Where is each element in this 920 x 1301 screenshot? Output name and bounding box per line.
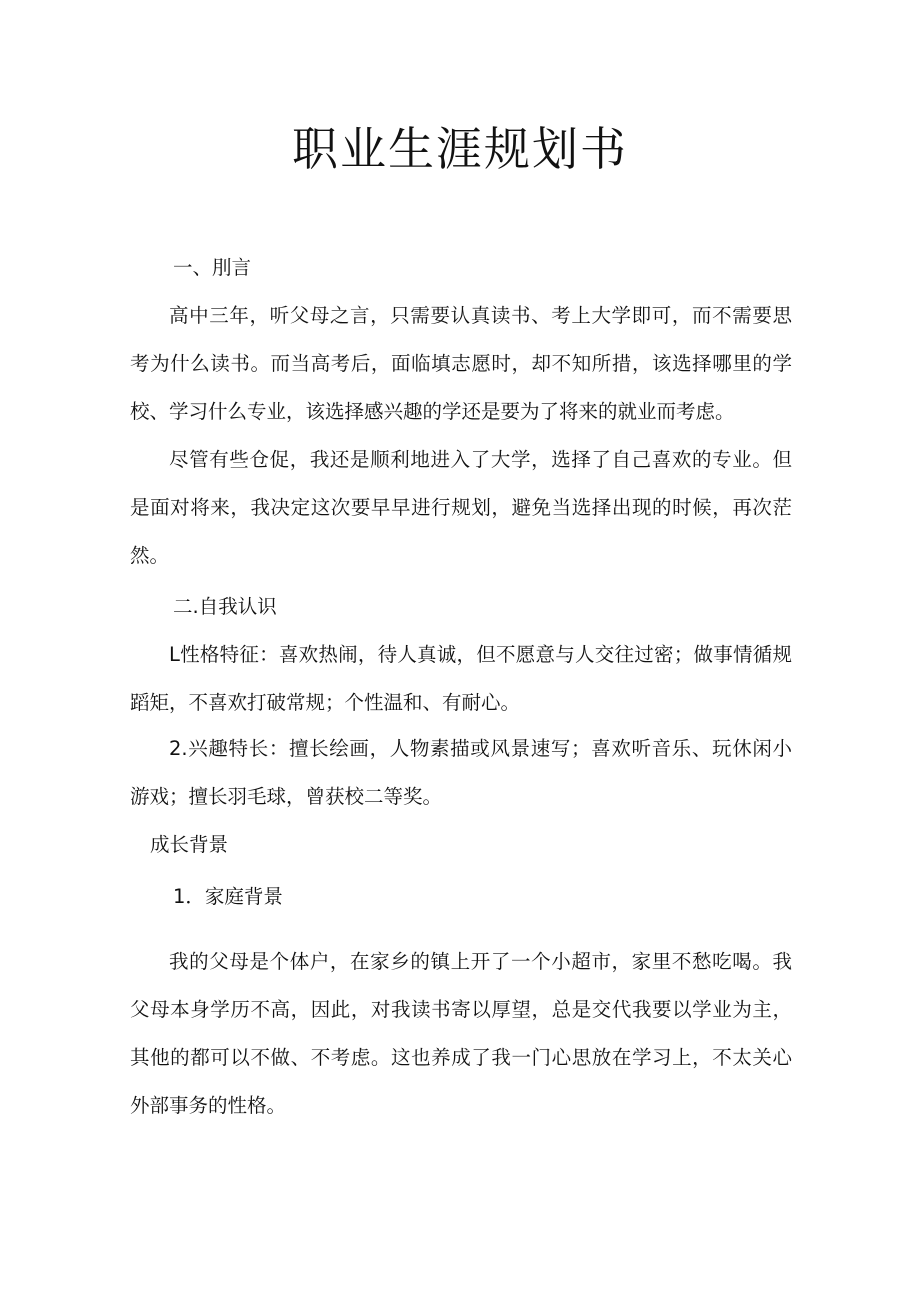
personality-paragraph: L性格特征：喜欢热闹，待人真诚，但不愿意与人交往过密；做事情循规蹈矩，不喜欢打破常规；个性温和、有耐心。 <box>130 643 792 714</box>
growth-background-heading: 成长背景 <box>150 833 229 856</box>
preface-heading: 一、刖言 <box>173 256 252 279</box>
preface-paragraph-1: 高中三年，听父母之言，只需要认真读书、考上大学即可，而不需要思考为什么读书。而当高考后，面临填志愿时，却不知所措，该选择哪里的学校、学习什么专业，该选择感兴趣的学还是要为了将来的就业而考虑。 <box>130 304 792 423</box>
self-awareness-heading: 二.自我认识 <box>173 595 277 618</box>
preface-paragraph-2: 尽管有些仓促，我还是顺利地进入了大学，选择了自己喜欢的专业。但是面对将来，我决定这次要早早进行规划，避免当选择出现的时候，再次茫然。 <box>130 448 792 567</box>
family-background-heading: 1．家庭背景 <box>173 885 283 908</box>
interests-paragraph: 2.兴趣特长：擅长绘画，人物素描或风景速写；喜欢听音乐、玩休闲小游戏；擅长羽毛球，曾获校二等奖。 <box>130 737 792 808</box>
document-title: 职业生涯规划书 <box>292 122 628 176</box>
family-background-paragraph: 我的父母是个体户，在家乡的镇上开了一个小超市，家里不愁吃喝。我父母本身学历不高，因此，对我读书寄以厚望，总是交代我要以学业为主，其他的都可以不做、不考虑。这也养成了我一门心思放在学习上，不太关心外部事务的性格。 <box>130 950 792 1117</box>
